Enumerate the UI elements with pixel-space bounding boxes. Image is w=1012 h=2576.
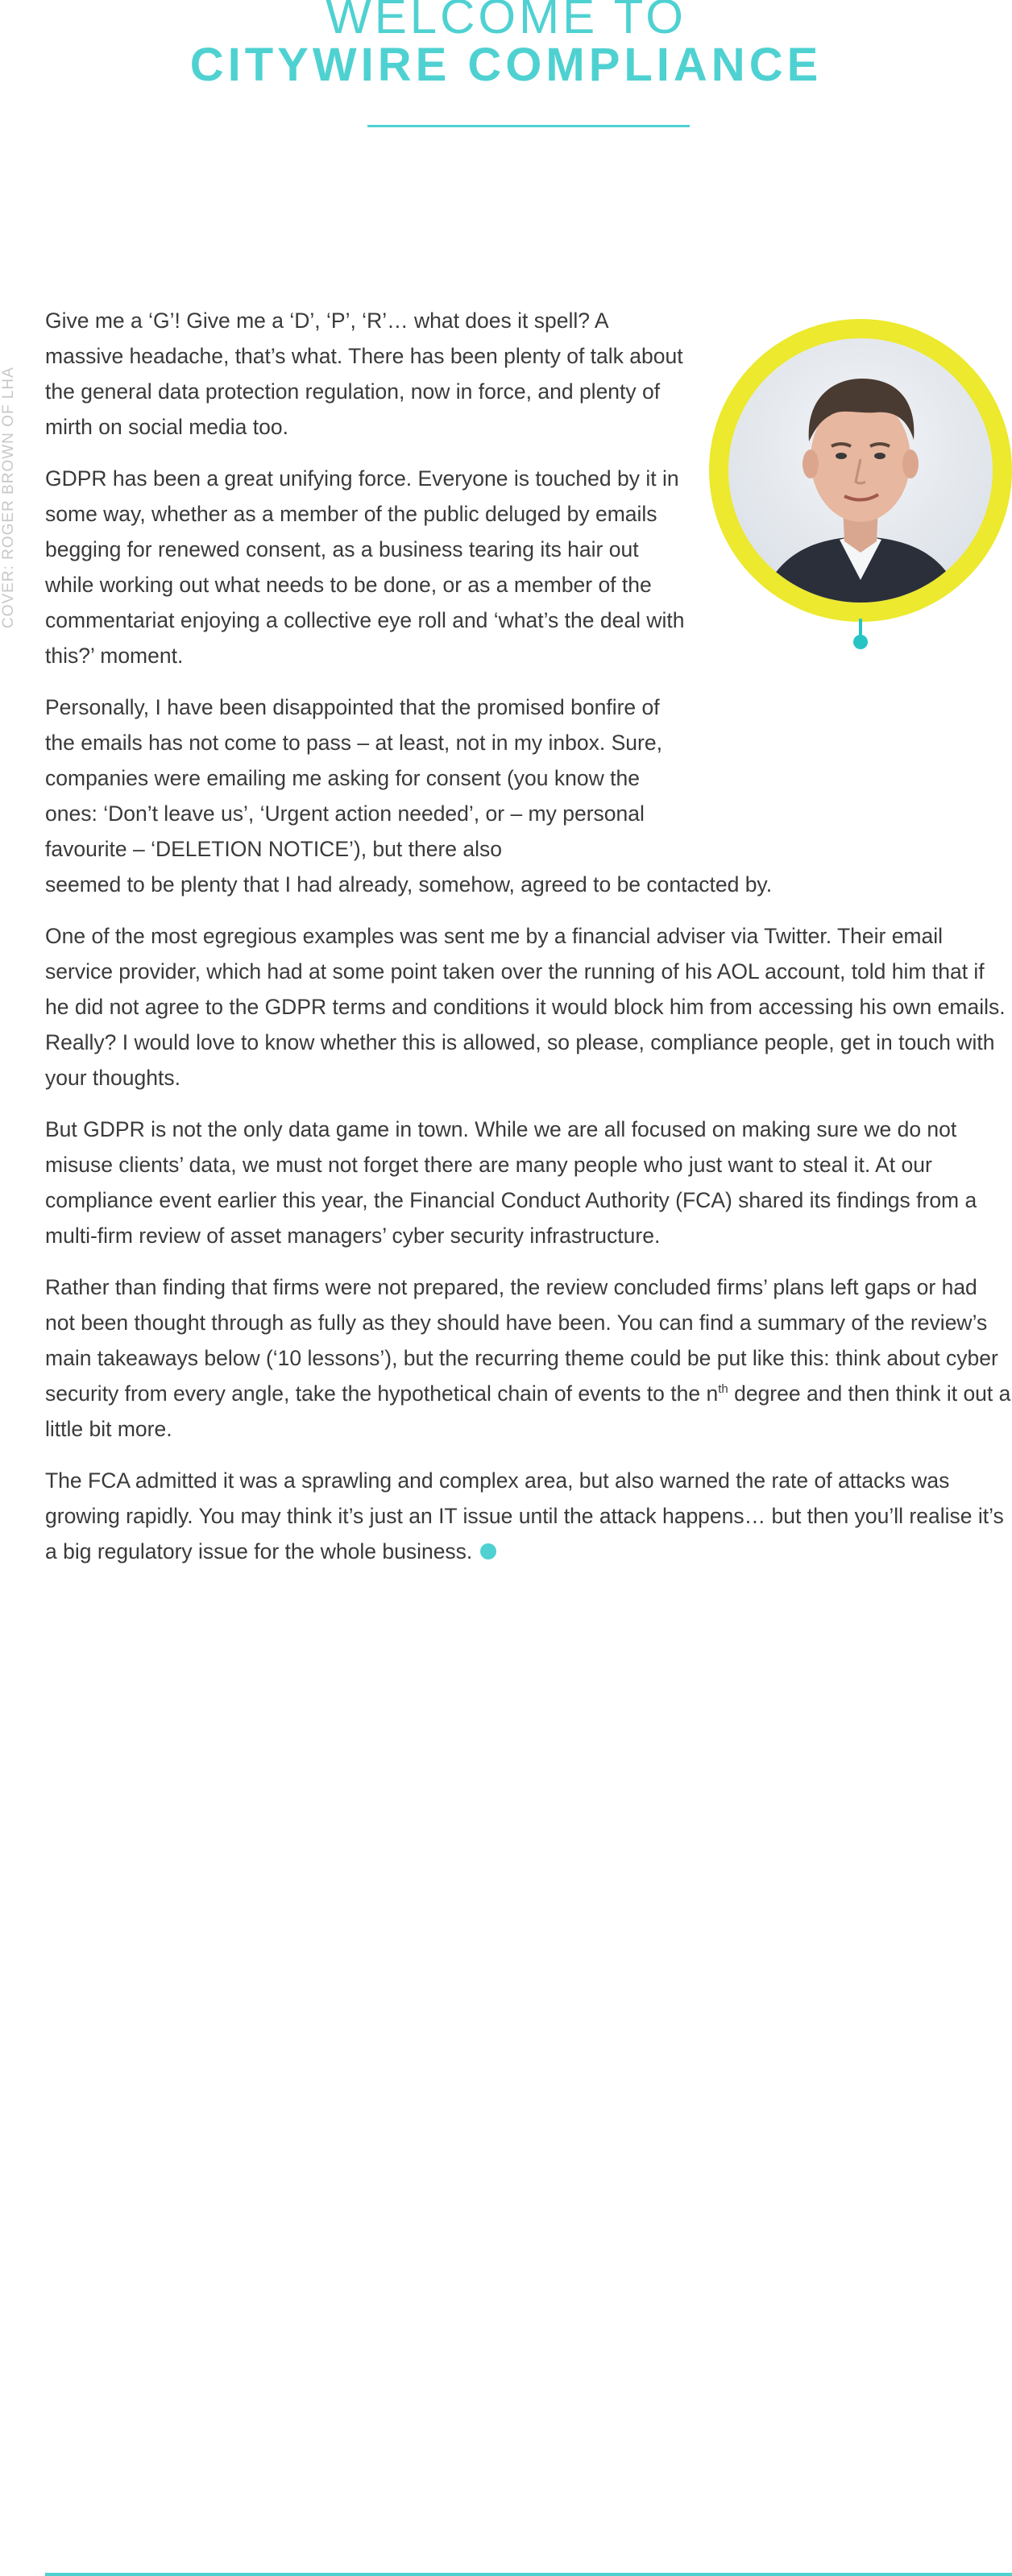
welcome-heading: WELCOME TO bbox=[326, 0, 686, 43]
paragraph-3 bbox=[45, 690, 1012, 902]
header-divider bbox=[367, 125, 690, 127]
paragraph-6 bbox=[45, 1269, 1012, 1447]
paragraph-3-narrow: Personally, I have been disappointed that the promised bonfire of the emails has not come to pass – at least, not in my inbox. Sure, companies were emailing me asking for consent (you know the ones: ‘Don’t leave us’, ‘Urgent action needed’, or – my personal favourite – ‘DELETION NOTICE’), but there also bbox=[45, 695, 662, 861]
footer-divider bbox=[45, 2573, 1012, 2576]
end-mark-icon bbox=[480, 1543, 496, 1559]
paragraph-4: One of the most egregious examples was sent me by a financial adviser via Twitter. Their email service provider, which had at some point taken over the running of his AOL account, told him that if he did not agree to the GDPR terms and conditions it would block him from accessing his own emails. Really? I would love to know whether this is allowed, so please, compliance people, get in touch with your thoughts. bbox=[45, 924, 1006, 1090]
paragraph-6-part-b: degree and then think it out a little bit more. bbox=[45, 1381, 1011, 1441]
paragraph-1: Give me a ‘G’! Give me a ‘D’, ‘P’, ‘R’… what does it spell? A massive headache, that’s what. There has been plenty of talk about the general data protection regulation, now in force, and plenty of mirth on social media too. bbox=[45, 309, 683, 439]
cover-credit: COVER: ROGER BROWN OF LHA bbox=[0, 367, 17, 628]
paragraph-5: But GDPR is not the only data game in town. While we are all focused on making sure we do not misuse clients’ data, we must not forget there are many people who just want to steal it. At our compliance event earlier this year, the Financial Conduct Authority (FCA) shared its findings from a multi-firm review of asset managers’ cyber security infrastructure. bbox=[45, 1117, 977, 1248]
paragraph-6-part-a: Rather than finding that firms were not prepared, the review concluded firms’ plans left gaps or had not been thought through as fully as they should have been. You can find a summary of the review’s main takeaways below (‘10 lessons’), but the recurring theme could be put like this: think about cyber security from every angle, take the hypothetical chain of events to the n bbox=[45, 1275, 998, 1406]
paragraph-2: GDPR has been a great unifying force. Everyone is touched by it in some way, whether as a member of the public deluged by emails begging for renewed consent, as a business tearing its hair out while working out what needs to be done, or as a member of the commentariat enjoying a collective eye roll and ‘what’s the deal with this?’ moment. bbox=[45, 466, 685, 668]
brand-heading: CITYWIRE COMPLIANCE bbox=[189, 39, 823, 91]
paragraph-7-text: The FCA admitted it was a sprawling and complex area, but also warned the rate of attacks was growing rapidly. You may think it’s just an IT issue until the attack happens… but then you’ll realise it’s a big regulatory issue for the whole business. bbox=[45, 1468, 1004, 1563]
editorial-article bbox=[45, 303, 1012, 1585]
paragraph-3-tail: seemed to be plenty that I had already, somehow, agreed to be contacted by. bbox=[45, 872, 773, 897]
superscript-th: th bbox=[718, 1382, 728, 1396]
paragraph-7 bbox=[45, 1463, 1012, 1569]
